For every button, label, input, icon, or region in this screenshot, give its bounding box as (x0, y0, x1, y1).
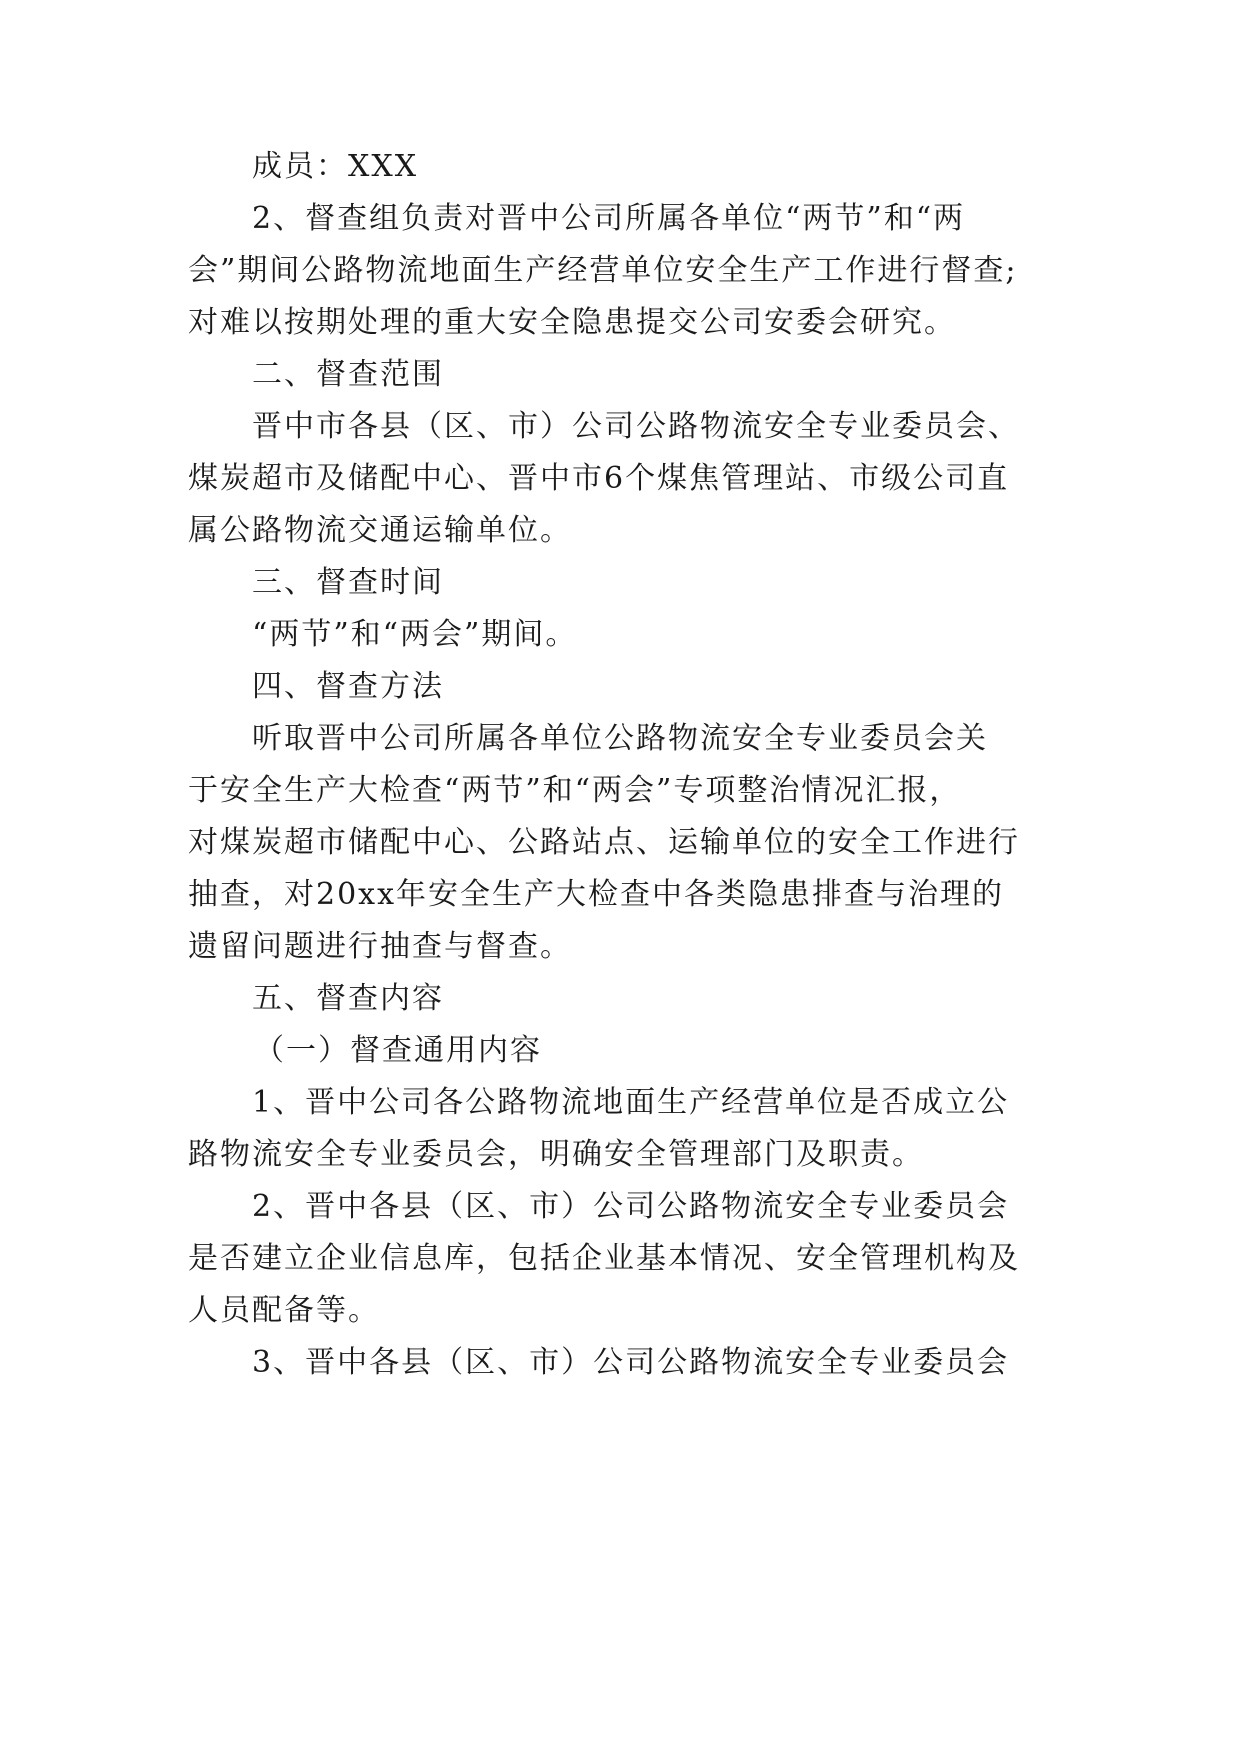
paragraph-line: 听取晋中公司所属各单位公路物流安全专业委员会关 (252, 721, 988, 756)
paragraph-line: 是否建立企业信息库，包括企业基本情况、安全管理机构及 (188, 1241, 1020, 1276)
paragraph-line: 1、晋中公司各公路物流地面生产经营单位是否成立公 (252, 1085, 1010, 1120)
section-heading: 二、督查范围 (252, 357, 444, 392)
paragraph-line: 人员配备等。 (188, 1293, 380, 1328)
paragraph-line: 抽查，对20xx年安全生产大检查中各类隐患排查与治理的 (188, 877, 1005, 912)
paragraph-line: 对难以按期处理的重大安全隐患提交公司安委会研究。 (188, 305, 956, 340)
paragraph-line: 会”期间公路物流地面生产经营单位安全生产工作进行督查; (188, 253, 1018, 288)
paragraph-line: 属公路物流交通运输单位。 (188, 513, 572, 548)
section-heading: 五、督查内容 (252, 981, 444, 1016)
paragraph-line: 晋中市各县（区、市）公司公路物流安全专业委员会、 (252, 409, 1020, 444)
paragraph-line: 2、晋中各县（区、市）公司公路物流安全专业委员会 (252, 1189, 1010, 1224)
subsection-heading: （一）督查通用内容 (254, 1033, 542, 1068)
section-heading: 四、督查方法 (252, 669, 444, 704)
paragraph-line: 2、督查组负责对晋中公司所属各单位“两节”和“两 (252, 201, 966, 236)
paragraph-line: 3、晋中各县（区、市）公司公路物流安全专业委员会 (252, 1345, 1010, 1380)
paragraph-line: “两节”和“两会”期间。 (252, 617, 578, 652)
section-heading: 三、督查时间 (252, 565, 444, 600)
paragraph-line: 对煤炭超市储配中心、公路站点、运输单位的安全工作进行 (188, 825, 1020, 860)
paragraph-line: 遗留问题进行抽查与督查。 (188, 929, 572, 964)
paragraph-line: 于安全生产大检查“两节”和“两会”专项整治情况汇报， (188, 773, 962, 808)
paragraph-line: 路物流安全专业委员会，明确安全管理部门及职责。 (188, 1137, 924, 1172)
paragraph-line: 煤炭超市及储配中心、晋中市6个煤焦管理站、市级公司直 (188, 461, 1010, 496)
member-line: 成员：XXX (252, 149, 419, 184)
